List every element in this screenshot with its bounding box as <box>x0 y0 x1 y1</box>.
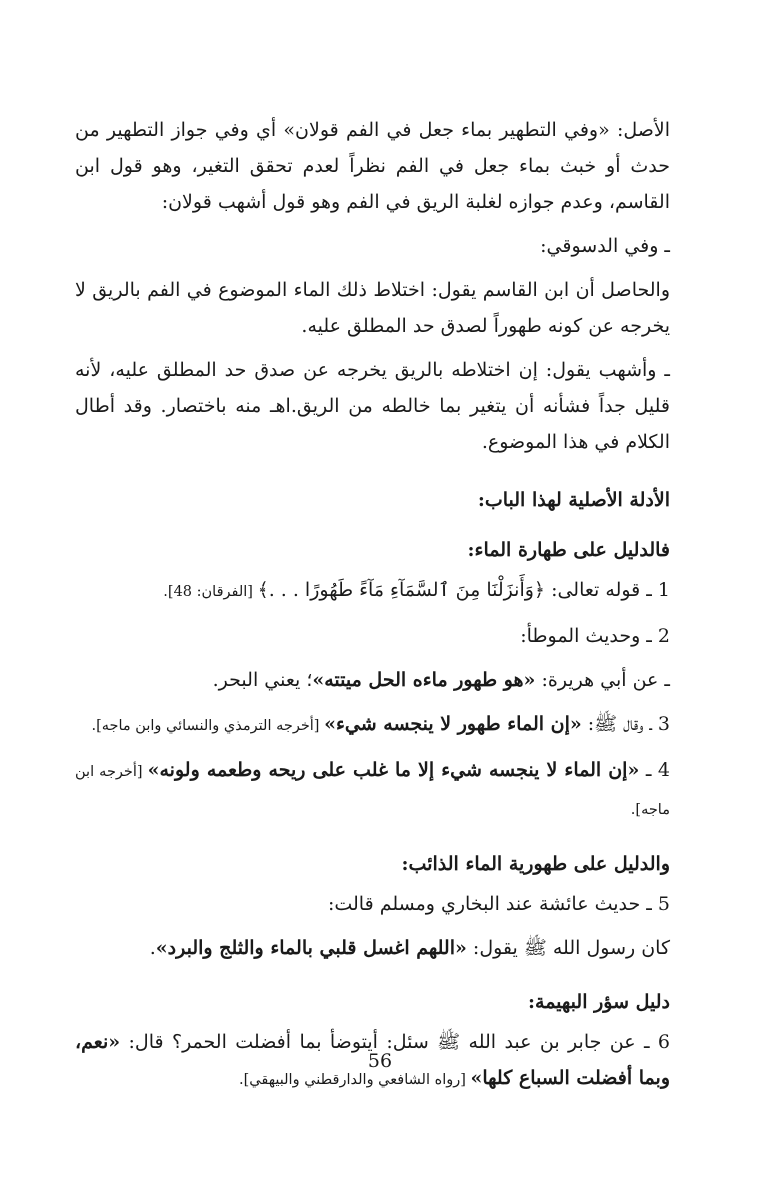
item-4-prefix: 4 ـ <box>639 759 670 781</box>
heading-evidence: الأدلة الأصلية لهذا الباب: <box>477 489 670 511</box>
item-6-prefix: 6 ـ عن جابر بن عبد الله ﷺ سئل: أيتوضأ بما أفضلت الحمر؟ قال: <box>120 1031 670 1053</box>
page-number: 56 <box>367 1050 393 1072</box>
heading-animal-leftover: دليل سؤر البهيمة: <box>528 991 670 1013</box>
item-4-reference: [أخرجه ابن ماجه]. <box>75 764 670 818</box>
list-item-1 <box>75 572 670 610</box>
item-1-reference: [الفرقان: 48]. <box>163 584 258 600</box>
list-item-5b <box>75 930 670 966</box>
hadith-text: «إن الماء لا ينجسه شيء إلا ما غلب على ريحه وطعمه ولونه» <box>147 759 640 781</box>
list-item-5: 5 ـ حديث عائشة عند البخاري ومسلم قالت: <box>327 893 670 915</box>
item-6-reference: [رواه الشافعي والدارقطني والبيهقي]. <box>239 1072 471 1088</box>
list-item-2: 2 ـ وحديث الموطأ: <box>520 625 670 647</box>
paragraph-ibn-qasim: والحاصل أن ابن القاسم يقول: اختلاط ذلك الماء الموضوع في الفم بالريق لا يخرجه عن كونه طهوراً لصدق حد المطلق عليه. <box>75 279 670 337</box>
page-body <box>75 112 670 1098</box>
hadith-text: «إن الماء طهور لا ينجسه شيء» <box>324 713 582 735</box>
heading-melted-water: والدليل على طهورية الماء الذائب: <box>401 853 670 875</box>
quran-verse: ﴿وَأَنزَلْنَا مِنَ ٱلسَّمَآءِ مَآءً طَهُورًا . . .﴾ <box>257 579 546 601</box>
item-2b-suffix: ؛ يعني البحر. <box>212 669 313 691</box>
item-5b-suffix: . <box>149 937 156 959</box>
item-1-prefix: 1 ـ قوله تعالى: <box>545 579 670 601</box>
paragraph-asl: الأصل: «وفي التطهير بماء جعل في الفم قولان» أي وفي جواز التطهير من حدث أو خبث بماء جعل في الفم نظراً لعدم تحقق التغير، وهو قول ابن القاسم، وعدم جوازه لغلبة الريق في الفم وهو قول أشهب قولان: <box>75 119 670 213</box>
item-3-reference: [أخرجه الترمذي والنسائي وابن ماجه]. <box>91 718 325 734</box>
hadith-text: «نعم، وبما أفضلت السباع كلها» <box>75 1031 670 1089</box>
hadith-text: «اللهم اغسل قلبي بالماء والثلج والبرد» <box>155 937 467 959</box>
heading-water-purity: فالدليل على طهارة الماء: <box>467 539 670 561</box>
paragraph-ashhab: ـ وأشهب يقول: إن اختلاطه بالريق يخرجه عن صدق حد المطلق عليه، لأنه قليل جداً فشأنه أن يتغير بما خالطه من الريق.اهـ منه باختصار. وقد أطال الكلام في هذا الموضوع. <box>75 359 670 453</box>
list-item-3 <box>75 706 670 744</box>
item-3-prefix: 3 ـ وقال ﷺ: <box>581 713 670 735</box>
list-item-4 <box>75 752 670 828</box>
list-item-2b <box>75 662 670 698</box>
hadith-text: «هو طهور ماءه الحل ميتته» <box>312 669 536 691</box>
item-5b-prefix: كان رسول الله ﷺ يقول: <box>466 937 670 959</box>
paragraph-dasuqi-intro: ـ وفي الدسوقي: <box>540 235 670 257</box>
item-2b-prefix: ـ عن أبي هريرة: <box>535 669 670 691</box>
